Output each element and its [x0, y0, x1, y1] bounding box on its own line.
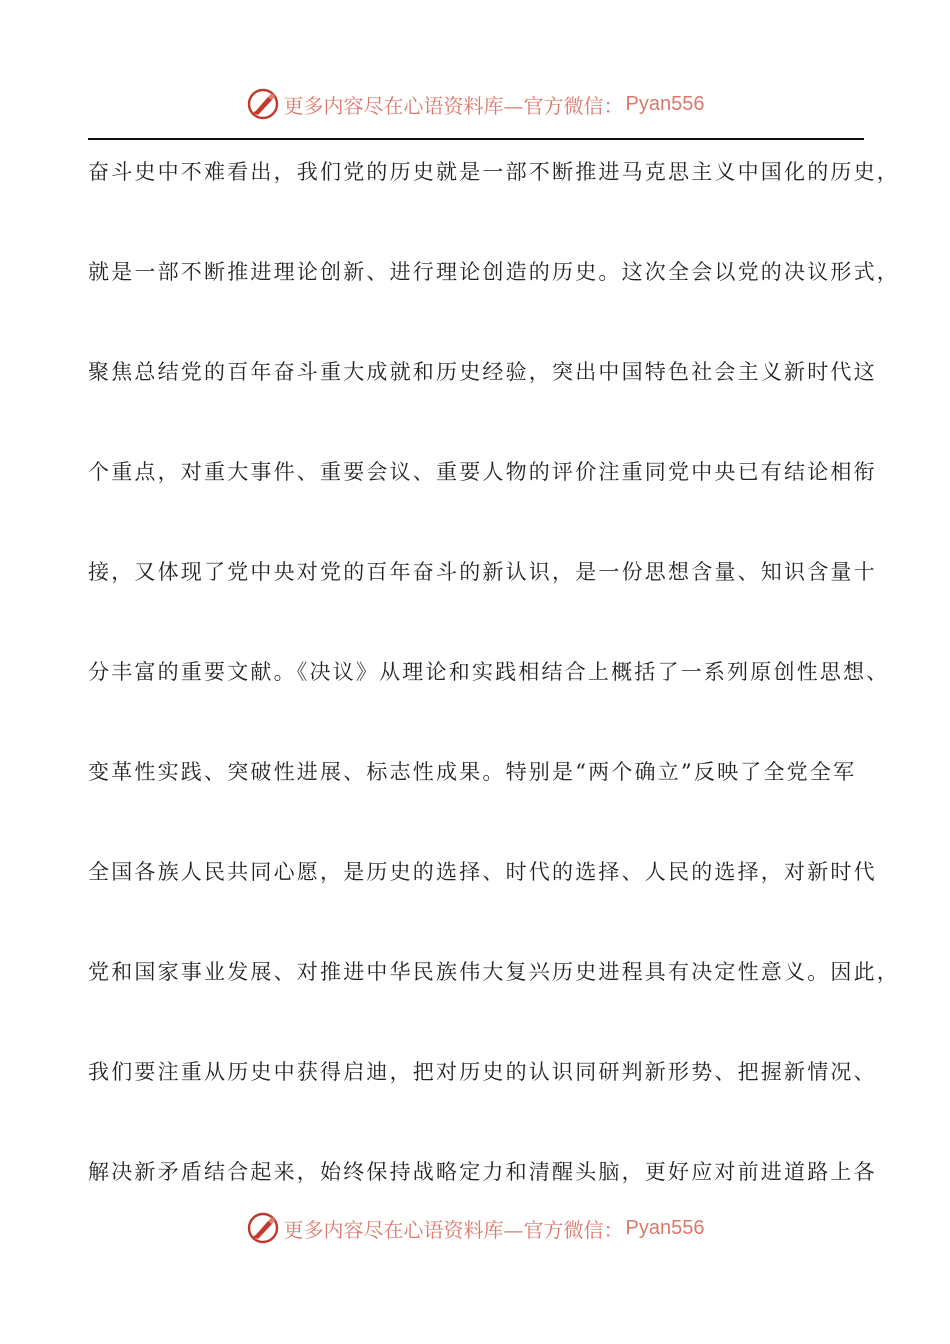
pen-nib-logo-icon — [246, 87, 280, 121]
text-line: 解决新矛盾结合起来，始终保持战略定力和清醒头脑，更好应对前进道路上各 — [88, 1160, 877, 1184]
pen-nib-logo-icon — [246, 1211, 280, 1245]
text-line: 党和国家事业发展、对推进中华民族伟大复兴历史进程具有决定性意义。因此， — [88, 960, 900, 984]
text-line: 接，又体现了党中央对党的百年奋斗的新认识，是一份思想含量、知识含量十 — [88, 560, 877, 584]
text-line: 全国各族人民共同心愿，是历史的选择、时代的选择、人民的选择，对新时代 — [88, 860, 877, 884]
watermark-wechat-id: Pyan556 — [625, 1216, 705, 1239]
header-watermark — [0, 84, 950, 124]
text-line: 我们要注重从历史中获得启迪，把对历史的认识同研判新形势、把握新情况、 — [88, 1060, 877, 1084]
document-body — [88, 148, 900, 1248]
watermark-wechat-id: Pyan556 — [625, 92, 705, 115]
footer-watermark — [0, 1208, 950, 1248]
watermark-text: 更多内容尽在心语资料库—官方微信： — [283, 93, 624, 118]
header-divider — [88, 138, 864, 140]
text-line: 分丰富的重要文献。《决议》从理论和实践相结合上概括了一系列原创性思想、 — [88, 660, 890, 684]
text-line: 个重点，对重大事件、重要会议、重要人物的评价注重同党中央已有结论相衔 — [88, 460, 877, 484]
watermark-text: 更多内容尽在心语资料库—官方微信： — [283, 1217, 624, 1242]
text-line: 奋斗史中不难看出，我们党的历史就是一部不断推进马克思主义中国化的历史， — [88, 160, 900, 184]
text-line: 就是一部不断推进理论创新、进行理论创造的历史。这次全会以党的决议形式， — [88, 260, 900, 284]
text-line: 变革性实践、突破性进展、标志性成果。特别是“两个确立”反映了全党全军 — [88, 760, 857, 784]
text-line: 聚焦总结党的百年奋斗重大成就和历史经验，突出中国特色社会主义新时代这 — [88, 360, 877, 384]
